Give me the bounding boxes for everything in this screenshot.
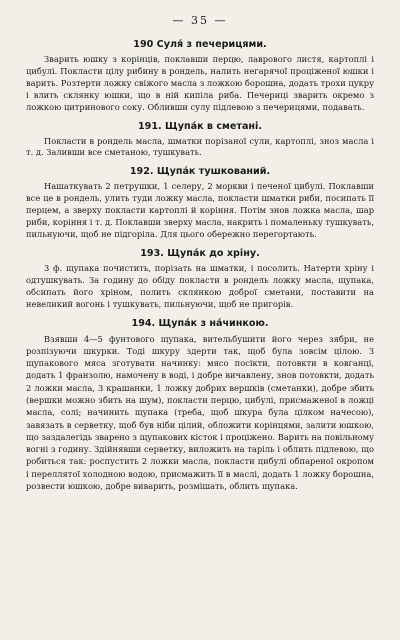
page-number: — 35 — [172,14,228,27]
recipe-193 [26,247,374,311]
recipe-192 [26,165,374,241]
recipe-title: 191. Щупа́к в сметані. [138,120,262,132]
recipe-body: Взявши 4—5 фунтового щупака, вительбушити його через зябри, не розпізуючи шкурки. Тоді шкуру здерти так, щоб була зовсім цілою. З щупакового мяса зготувати начинку: мясо посікти, потовкти в ковганці, додать 1 франзолю, намочену в воді, і добре вичавлену, знов потовкти, додать 2 ложки масла, 3 крашанки, 1 ложку добрих вершків (сметанки), добре збить (вершки можно збить на шум), покласти перцю, цибулі, присмаженої в ложці масла, солі; начинить щупака (треба, щоб шкура була цілком начесою), завязать в серветку, щоб був ніби цілий, обложити корінцями, залити юшкою, що заздалегідь зварено з щупакових кісток і проціжено. Варить на повільному вогні з годину. Здійнявши серветку, виложить на таріль і облить підлевою, що робиться так: роспустить 2 ложки масла, покласти цибулі обпареної окропом і переллятої холодною водою, присмажить її в маслі, додать 1 ложку борошна, розвести юшкою, добре виварить, розмішать, облить щупака. [26,333,374,492]
recipe-190 [26,38,374,114]
recipe-194 [26,317,374,493]
recipe-title: 190 Суля́ з печерицями. [133,39,267,50]
recipe-body: Зварить юшку з корінців, поклавши перцю, лаврового листя, картоплі і цибулі. Покласти цілу рибину в рондель, налить негарячої проціженої юшки і варить. Розтерти ложку свіжого масла з ложкою борошна, додать трохи цукру і влить склянку юшки, що в ній кипіла риба. Печериці зварить окремо з ложкою цитринового соку. Обливши сулу підлевою з печерицями, подавать. [26,54,374,112]
recipe-title: 194. Щупа́к з на́чинкою. [131,317,269,329]
recipe-title: 192. Щупа́к тушкований. [129,166,271,178]
recipe-body: Покласти в рондель масла, шматки порізаної сули, картоплі, зноз масла і т. д. Заливши все сметаною, тушкувать. [26,135,374,158]
recipe-191 [26,120,374,160]
recipe-title: 193. Щупа́к до хріну. [140,247,260,259]
recipe-body: 3 ф. щупака почистить, порізать на шматки, і посолить. Натерти хріну і одтушкувать. За годину до обіду покласти в рондель ложку масла, щупака, обсипать його хріном, полить склянкою доброї сметани, поставити на невеликий вогонь і тушкувать, пильнуючи, щоб не пригорів. [26,262,374,309]
recipe-body: Нашаткувать 2 петрушки, 1 селеру, 2 моркви і печеної цибулі. Поклавши все це в рондель, улить туди ложку масла, покласти шматки риби, посипать її перцем, а зверху покласти картоплі й коріння. Потім знов ложка масла, шар риби, коріння і т. д. Поклавши зверху масла, накрить і помаленьку тушкувать, пильнуючи, щоб не підгоріла. Для цього обережно перегортають. [26,181,374,239]
